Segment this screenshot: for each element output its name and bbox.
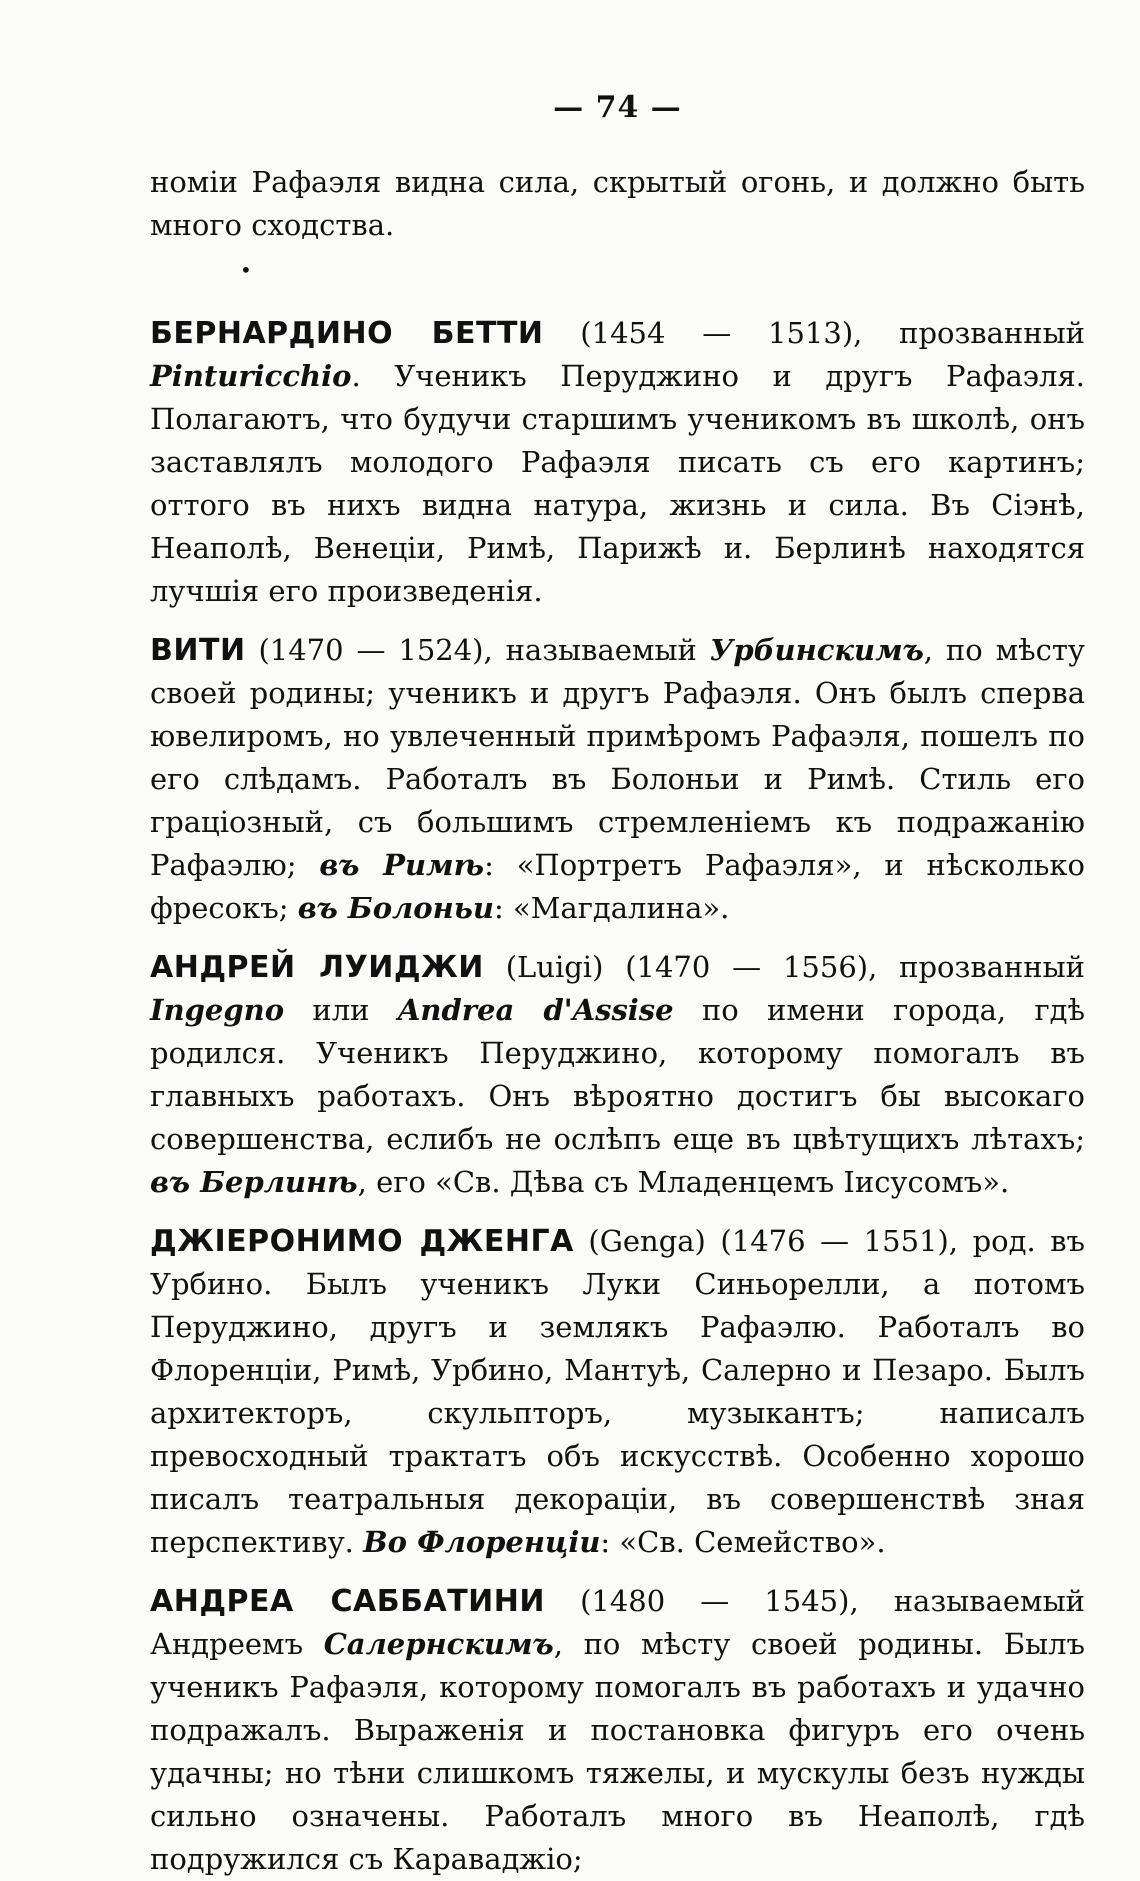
entry-italic: Во Флоренціи [363,1524,601,1559]
artist-name: ДЖІЕРОНИМО ДЖЕНГА [150,1223,574,1259]
entry-text: : «Св. Семейство». [600,1524,886,1559]
artist-name: БЕРНАРДИНО БЕТТИ [150,315,544,351]
entry-bernardino-betti [150,312,1085,613]
entry-text: (1454 — 1513), прозванный [543,315,1085,350]
body-text [150,161,1085,1881]
page-number: — 74 — [553,90,682,125]
paragraph-text: номіи Рафаэля видна сила, скрытый огонь, и должно быть много сходства. [150,165,1085,242]
entry-italic: Andrea d'Assise [397,992,674,1027]
entry-gieronimo-genga [150,1220,1085,1564]
entry-text: : «Портретъ Рафаэля», и нѣсколько фресокъ; [150,847,1085,925]
entry-text: : «Магдалина». [493,890,730,925]
entry-text: (1470 — 1524), называемый [245,632,710,667]
entry-text: , по мѣсту своей родины; ученикъ и другъ Рафаэля. Онъ былъ сперва ювелиромъ, но увлеченный примѣромъ Рафаэля, пошелъ по его слѣдамъ. Работалъ въ Болоньи и Римѣ. Стиль его граціозный, съ большимъ стремленіемъ къ подражанію Рафаэлю; [150,632,1085,882]
entry-text: , его «Св. Дѣва съ Младенцемъ Іисусомъ». [357,1164,1010,1199]
entry-andrei-luigi [150,946,1085,1204]
entry-italic: въ Берлинѣ [150,1164,358,1199]
entry-italic: Салернскимъ [323,1626,554,1661]
entry-andrea-sabbatini [150,1580,1085,1881]
entry-italic: въ Римѣ [319,847,485,882]
entry-viti [150,629,1085,930]
paragraph-continuation [150,161,1085,292]
entry-text: или [284,992,398,1027]
artist-name: АНДРЕА САББАТИНИ [150,1583,546,1619]
artist-name: ВИТИ [150,632,246,668]
entry-text: , по мѣсту своей родины. Былъ ученикъ Рафаэля, которому помогалъ въ работахъ и удачно подражалъ. Выраженія и постановка фигуръ его очень удачны; но тѣни слишкомъ тяжелы, и мускулы безъ нужды сильно означены. Работалъ много въ Неаполѣ, гдѣ подружился съ Караваджіо; [150,1626,1085,1876]
entry-italic: въ Болоньи [297,890,494,925]
entry-text: (Genga) (1476 — 1551), род. въ Урбино. Былъ ученикъ Луки Синьорелли, а потомъ Перуджино, другъ и землякъ Рафаэлю. Работалъ во Флоренціи, Римѣ, Урбино, Мантуѣ, Салерно и Пезаро. Былъ архитекторъ, скульпторъ, музыкантъ; написалъ превосходный трактатъ объ искусствѣ. Особенно хорошо писалъ театральныя декораціи, въ совершенствѣ зная перспективу. [150,1223,1086,1559]
entry-text: . Ученикъ Перуджино и другъ Рафаэля. Полагаютъ, что будучи старшимъ ученикомъ въ школѣ, онъ заставлялъ молодого Рафаэля писать съ его картинъ; оттого въ нихъ видна натура, жизнь и сила. Въ Сіэнѣ, Неаполѣ, Венеціи, Римѣ, Парижѣ и. Берлинѣ находятся лучшія его произведенія. [150,358,1085,608]
entry-italic: Pinturicchio [150,358,352,393]
entry-italic: Урбинскимъ [709,632,924,667]
entry-italic: Ingegno [150,992,285,1027]
entry-text: (1480 — 1545), называемый Андреемъ [150,1583,1085,1661]
artist-name: АНДРЕЙ ЛУИДЖИ [150,949,484,985]
entry-text: по имени города, гдѣ родился. Ученикъ Перуджино, которому помогалъ въ главныхъ работахъ. Онъ вѣроятно достигъ бы высокаго совершенства, еслибъ не ослѣпъ еще въ цвѣтущихъ лѣтахъ; [150,992,1085,1156]
stray-dot: • [240,257,252,282]
entry-text: (Luigi) (1470 — 1556), прозванный [483,949,1085,984]
